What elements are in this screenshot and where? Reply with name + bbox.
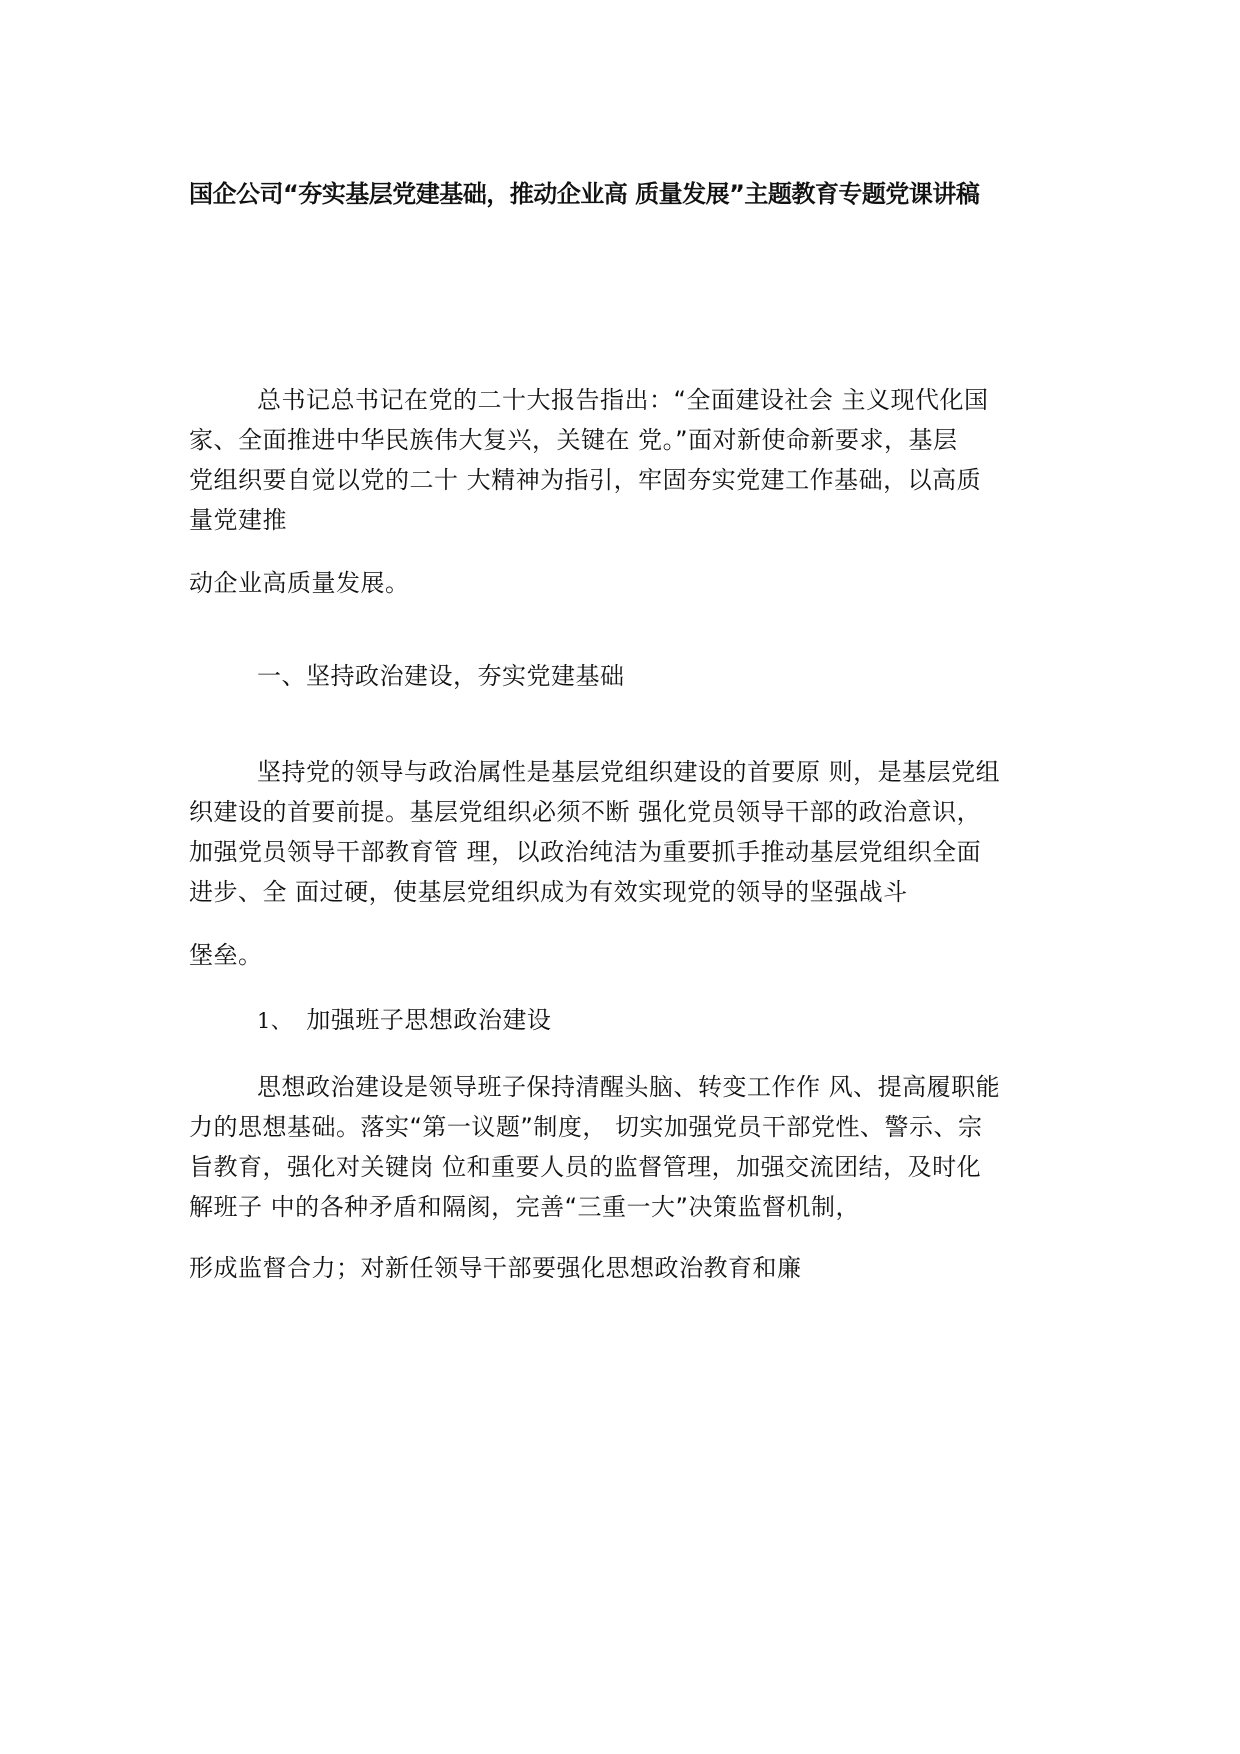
paragraph-line: 旨教育，强化对关键岗 位和重要人员的监督管理，加强交流团结，及时化 (189, 1153, 982, 1181)
paragraph-line: 总书记总书记在党的二十大报告指出：“全面建设社会 主义现代化国 (257, 386, 989, 414)
paragraph-section-1 (189, 752, 1059, 912)
paragraph-line: 量党建推 (189, 506, 287, 534)
paragraph-line: 加强党员领导干部教育管 理，以政治纯洁为重要抓手推动基层党组织全面 (189, 838, 982, 866)
paragraph-subsection-1-continued (189, 1248, 1059, 1288)
subsection-number: 1、 (257, 1009, 293, 1033)
section-heading-1: 一、坚持政治建设，夯实党建基础 (257, 662, 625, 690)
paragraph-line: 织建设的首要前提。基层党组织必须不断 强化党员领导干部的政治意识， (189, 798, 982, 826)
paragraph-section-1-continued (189, 935, 1059, 975)
subsection-heading-1 (189, 1000, 1127, 1041)
paragraph-line: 堡垒。 (189, 941, 263, 969)
paragraph-line: 坚持党的领导与政治属性是基层党组织建设的首要原 则，是基层党组 (257, 758, 1001, 786)
paragraph-line: 动企业高质量发展。 (189, 569, 410, 597)
paragraph-line: 党组织要自觉以党的二十 大精神为指引，牢固夯实党建工作基础，以高质 (189, 466, 982, 494)
paragraph-line: 形成监督合力；对新任领导干部要强化思想政治教育和廉 (189, 1254, 802, 1282)
paragraph-intro (189, 380, 1059, 540)
paragraph-line: 解班子 中的各种矛盾和隔阂，完善“三重一大”决策监督机制， (189, 1193, 860, 1221)
paragraph-line: 思想政治建设是领导班子保持清醒头脑、转变工作作 风、提高履职能 (257, 1073, 1001, 1101)
paragraph-line: 家、全面推进中华民族伟大复兴，关键在 党。”面对新使命新要求，基层 (189, 426, 958, 454)
paragraph-line: 力的思想基础。落实“第一议题”制度， 切实加强党员干部党性、警示、宗 (189, 1113, 983, 1141)
document-title: 国企公司“夯实基层党建基础，推动企业高 质量发展”主题教育专题党课讲稿 (189, 180, 980, 208)
subsection-title: 加强班子思想政治建设 (306, 1006, 552, 1034)
paragraph-line: 进步、全 面过硬，使基层党组织成为有效实现党的领导的坚强战斗 (189, 878, 908, 906)
paragraph-intro-continued (189, 563, 1059, 603)
paragraph-subsection-1 (189, 1067, 1059, 1227)
